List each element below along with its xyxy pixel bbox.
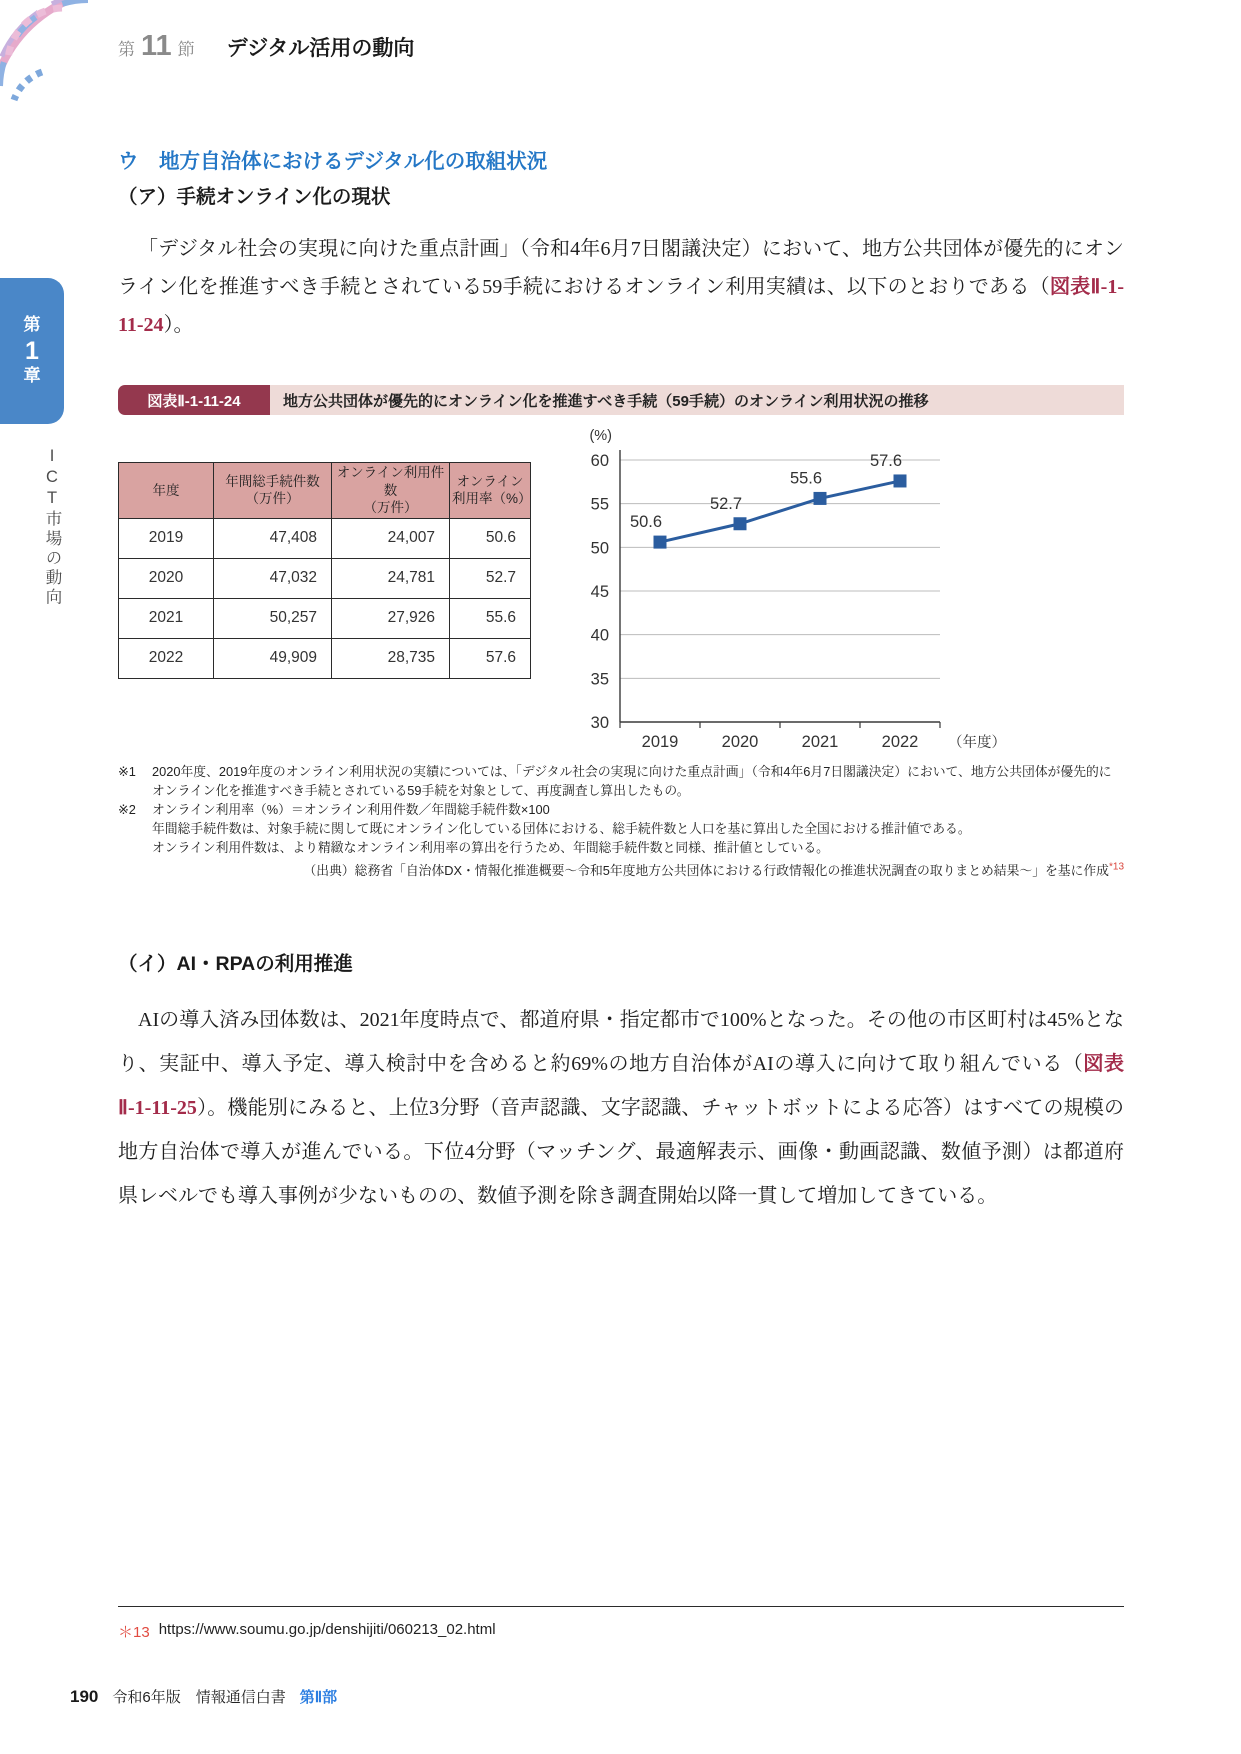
figure-label: 図表Ⅱ-1-11-24 xyxy=(118,385,270,415)
section-title: デジタル活用の動向 xyxy=(226,37,415,60)
paragraph-text: ）。 xyxy=(163,314,194,336)
year-cell: 2020 xyxy=(119,558,214,598)
chapter-tab-number: 1 xyxy=(25,336,39,365)
svg-text:55: 55 xyxy=(590,495,609,514)
svg-text:(%): (%) xyxy=(589,428,612,444)
note-marker: ※2 xyxy=(118,802,136,817)
table-row xyxy=(119,558,531,598)
page-footer xyxy=(70,1686,337,1707)
year-cell: 2019 xyxy=(119,518,214,558)
svg-text:2022: 2022 xyxy=(881,733,919,751)
svg-text:52.7: 52.7 xyxy=(709,494,743,513)
chapter-side-label: ICT市場の動向 xyxy=(43,446,61,608)
note-marker: ※1 xyxy=(118,764,136,779)
year-cell: 2022 xyxy=(119,638,214,678)
value-cell: 50.6 xyxy=(450,518,531,558)
note xyxy=(118,800,1124,857)
heading-ai-rpa: （イ）AI・RPAの利用推進 xyxy=(118,953,353,975)
value-cell: 27,926 xyxy=(332,598,450,638)
decorative-arcs xyxy=(0,0,215,132)
svg-text:57.6: 57.6 xyxy=(869,451,903,470)
note xyxy=(118,762,1124,800)
figure-ref-25[interactable]: 図表Ⅱ-1-11-25 xyxy=(118,1053,1125,1119)
page-number: 190 xyxy=(70,1687,99,1706)
footnote xyxy=(118,1621,496,1642)
note-text: 2020年度、2019年度のオンライン利用状況の実績については、「デジタル社会の実現に向けた重点計画」（令和4年6月7日閣議決定）において、地方公共団体が優先的にオンライン化を推進すべき手続とされている59手続を対象として、再度調査し算出したもの。 xyxy=(152,764,1112,798)
svg-text:35: 35 xyxy=(590,670,609,689)
section-number-prefix: 第 xyxy=(118,40,135,59)
svg-text:40: 40 xyxy=(590,626,609,645)
figure-ref-24[interactable]: 図表Ⅱ-1-11-24 xyxy=(118,276,1125,336)
heading-digitalization: ウ 地方自治体におけるデジタル化の取組状況 xyxy=(118,150,548,173)
svg-text:2020: 2020 xyxy=(721,733,759,751)
value-cell: 50,257 xyxy=(214,598,332,638)
table-row xyxy=(119,518,531,558)
value-cell: 24,007 xyxy=(332,518,450,558)
chapter-tab-char: 第 xyxy=(23,315,41,335)
column-header: オンライン利用件数 （万件） xyxy=(332,463,450,519)
online-usage-chart xyxy=(545,385,1135,760)
svg-text:（年度）: （年度） xyxy=(948,735,1006,751)
page-header xyxy=(118,30,414,63)
figure-notes xyxy=(118,762,1124,857)
value-cell: 52.7 xyxy=(450,558,531,598)
value-cell: 24,781 xyxy=(332,558,450,598)
svg-text:50.6: 50.6 xyxy=(629,513,663,532)
usage-table-header-row xyxy=(119,463,531,519)
table-row xyxy=(119,638,531,678)
svg-text:30: 30 xyxy=(590,714,609,732)
usage-table-head xyxy=(119,463,531,519)
table-row xyxy=(119,598,531,638)
source-text: （出典）総務省「自治体DX・情報化推進概要～令和5年度地方公共団体における行政情報化の推進状況調査の取りまとめ結果～」を基に作成 xyxy=(303,863,1109,878)
chapter-tab xyxy=(0,278,64,424)
paragraph-text: 「デジタル社会の実現に向けた重点計画」（令和4年6月7日閣議決定）において、地方公共団体が優先的にオンライン化を推進すべき手続とされている59手続におけるオンライン利用実績は、以下のとおりである（ xyxy=(118,238,1124,298)
svg-text:45: 45 xyxy=(590,583,609,601)
book-title: 令和6年版 情報通信白書 xyxy=(112,1689,286,1706)
value-cell: 49,909 xyxy=(214,638,332,678)
paragraph-text: ）。機能別にみると、上位3分野（音声認識、文字認識、チャットボットによる応答）はすべての規模の地方自治体で導入が進んでいる。下位4分野（マッチング、最適解表示、画像・動画認識、数値予測）は都道府県レベルでも導入事例が少ないものの、数値予測を除き調査開始以降一貫して増加してきている。 xyxy=(118,1097,1124,1207)
footnote-url[interactable]: https://www.soumu.go.jp/denshijiti/060213_02.html xyxy=(158,1621,496,1638)
paragraph-ai-rpa xyxy=(118,998,1124,1218)
column-header: 年度 xyxy=(119,463,214,519)
value-cell: 47,032 xyxy=(214,558,332,598)
footnote-divider xyxy=(118,1606,1124,1607)
svg-text:55.6: 55.6 xyxy=(789,469,823,488)
svg-text:2019: 2019 xyxy=(641,733,679,751)
paragraph-text: AIの導入済み団体数は、2021年度時点で、都道府県・指定都市で100%となった。その他の市区町村は45%となり、実証中、導入予定、導入検討中を含めると約69%の地方自治体がAIの導入に向けて取り組んでいる（ xyxy=(118,1009,1124,1075)
usage-table xyxy=(118,462,531,679)
heading-online-procedures: （ア）手続オンライン化の現状 xyxy=(118,186,391,208)
source-footnote-ref[interactable]: *13 xyxy=(1108,861,1124,873)
usage-table-body xyxy=(119,518,531,678)
value-cell: 57.6 xyxy=(450,638,531,678)
paragraph-online-status xyxy=(118,230,1124,344)
svg-text:50: 50 xyxy=(590,539,609,558)
footnote-marker: ＊13 xyxy=(118,1624,150,1641)
note-text: オンライン利用率（%）＝オンライン利用件数／年間総手続件数×100 年間総手続件数は、対象手続に関して既にオンライン化している団体における、総手続件数と人口を基に算出した全国における推計値である。 オンライン利用件数は、より精緻なオンライン利用率の算出を行うため、年間総手続件数と同様、推計値としている。 xyxy=(152,802,971,855)
section-number: 11 xyxy=(141,30,172,62)
svg-text:60: 60 xyxy=(590,452,609,470)
value-cell: 47,408 xyxy=(214,518,332,558)
figure-source xyxy=(118,860,1124,879)
svg-text:2021: 2021 xyxy=(801,733,839,751)
chapter-tab-char: 章 xyxy=(23,366,41,386)
section-number-suffix: 節 xyxy=(177,40,195,59)
value-cell: 55.6 xyxy=(450,598,531,638)
book-part: 第Ⅱ部 xyxy=(299,1689,338,1706)
value-cell: 28,735 xyxy=(332,638,450,678)
year-cell: 2021 xyxy=(119,598,214,638)
column-header: オンライン 利用率（%） xyxy=(450,463,531,519)
figure-title: 地方公共団体が優先的にオンライン化を推進すべき手続（59手続）のオンライン利用状況の推移 xyxy=(270,385,1124,415)
column-header: 年間総手続件数 （万件） xyxy=(214,463,332,519)
